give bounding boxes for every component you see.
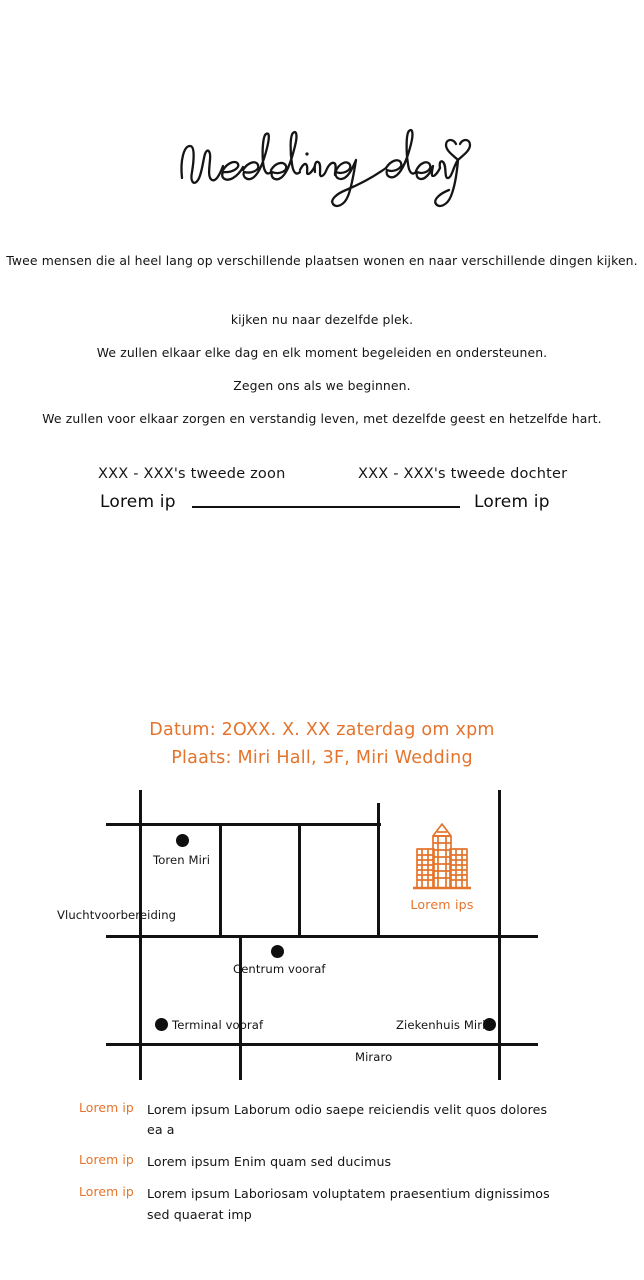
map-dot-terminal-vooraf <box>155 1018 168 1031</box>
map-road-vertical-2 <box>219 823 222 937</box>
page-title <box>0 108 644 223</box>
note-value: Lorem ipsum Enim quam sed ducimus <box>147 1154 392 1170</box>
venue-map <box>0 785 644 1080</box>
map-dot-centrum-vooraf <box>271 945 284 958</box>
wedding-day-script-title <box>172 116 472 216</box>
map-label-terminal-vooraf: Terminal vooraf <box>172 1018 264 1032</box>
info-notes-list <box>0 1100 644 1236</box>
map-road-label-vluchtvoorbereiding: Vluchtvoorbereiding <box>57 908 177 922</box>
invitation-message <box>0 252 644 429</box>
map-road-vertical-5 <box>239 935 242 1080</box>
note-value: Lorem ipsum Laborum odio saepe reiciendis velit quos dolores ea a <box>147 1102 548 1138</box>
bride-parents-label: XXX - XXX's tweede dochter <box>358 466 568 482</box>
couple-section <box>0 466 644 526</box>
note-key: Lorem ip <box>79 1100 134 1115</box>
event-info <box>0 717 644 772</box>
bride-name: Lorem ip <box>474 492 550 512</box>
message-line-2: kijken nu naar dezelfde plek. <box>230 311 414 327</box>
map-road-horizontal-top <box>106 823 381 826</box>
map-road-vertical-1 <box>139 790 142 1080</box>
map-venue-label: Lorem ips <box>410 897 474 912</box>
names-row <box>0 492 644 522</box>
name-divider-rule <box>192 506 460 508</box>
map-dot-toren-miri <box>176 834 189 847</box>
event-place: Plaats: Miri Hall, 3F, Miri Wedding <box>171 747 473 768</box>
map-road-vertical-3 <box>298 823 301 937</box>
map-road-vertical-6 <box>498 790 501 1080</box>
parents-row <box>0 466 644 488</box>
message-line-3: We zullen elkaar elke dag en elk moment begeleiden en ondersteunen. <box>96 344 548 360</box>
note-row <box>0 1100 644 1141</box>
map-road-label-miraro: Miraro <box>355 1050 393 1064</box>
building-icon <box>411 821 473 893</box>
note-row <box>0 1184 644 1225</box>
map-label-centrum-vooraf: Centrum vooraf <box>233 962 326 976</box>
note-row <box>0 1152 644 1172</box>
message-line-1: Twee mensen die al heel lang op verschillende plaatsen wonen en naar verschillende dingen kijken. <box>6 253 638 268</box>
note-key: Lorem ip <box>79 1184 134 1200</box>
note-key: Lorem ip <box>79 1152 134 1168</box>
message-line-4: Zegen ons als we beginnen. <box>233 377 411 393</box>
map-road-horizontal-middle <box>106 935 538 938</box>
groom-parents-label: XXX - XXX's tweede zoon <box>98 466 286 482</box>
groom-name: Lorem ip <box>100 492 176 512</box>
map-label-ziekenhuis-miri: Ziekenhuis Miri <box>396 1018 486 1032</box>
map-road-vertical-4 <box>377 803 380 937</box>
heart-icon <box>446 139 470 159</box>
map-venue-marker <box>402 821 482 912</box>
message-line-5: We zullen voor elkaar zorgen en verstandig leven, met dezelfde geest en hetzelfde hart. <box>42 410 602 426</box>
event-date: Datum: 2OXX. X. XX zaterdag om xpm <box>149 720 495 740</box>
note-value: Lorem ipsum Laboriosam voluptatem praesentium dignissimos sed quaerat imp <box>147 1186 550 1222</box>
map-label-toren-miri: Toren Miri <box>153 853 211 867</box>
map-road-horizontal-bottom <box>106 1043 538 1046</box>
